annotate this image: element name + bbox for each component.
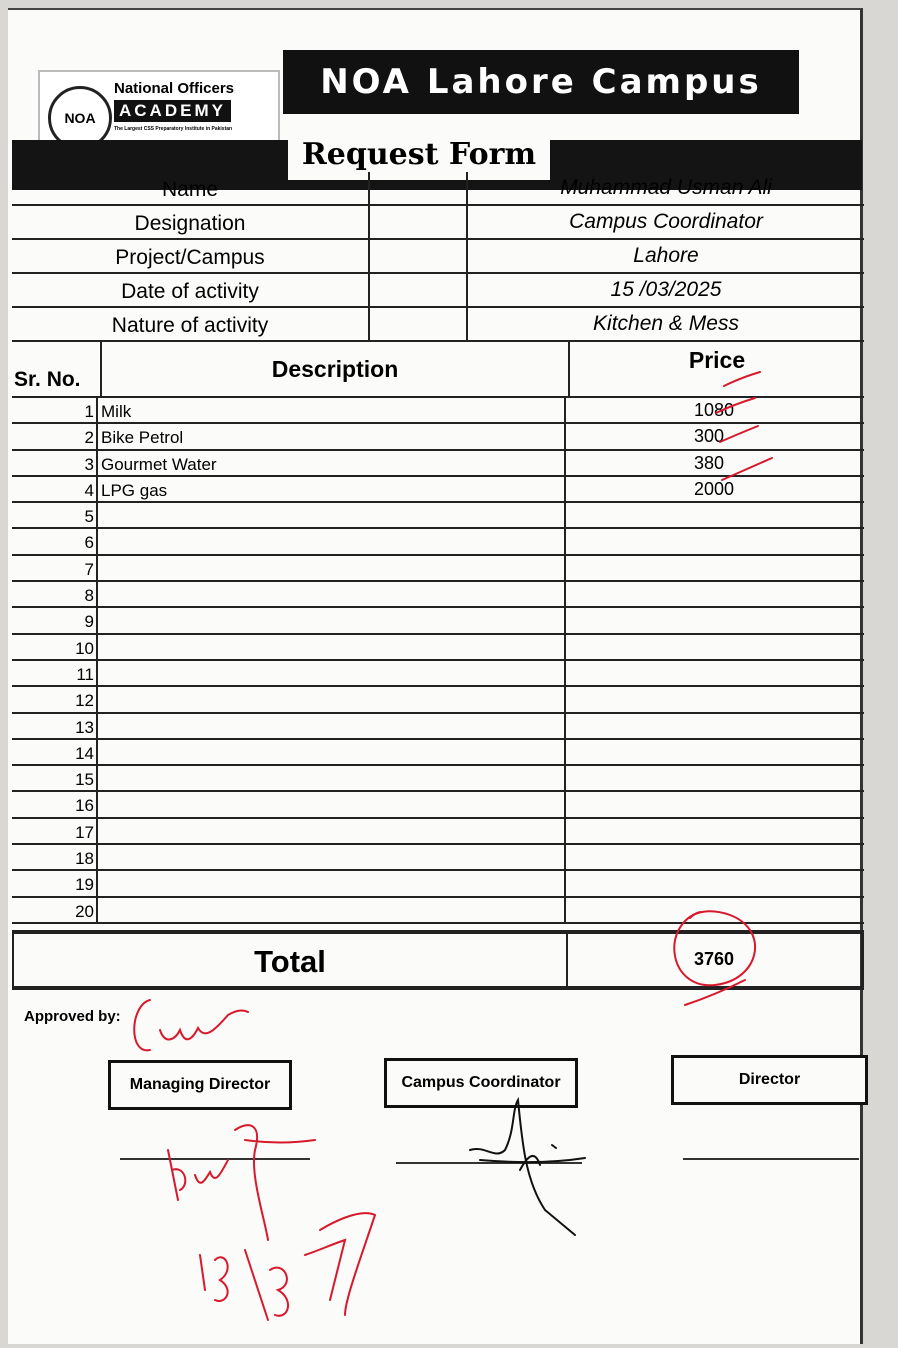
row-sr-no: 16 xyxy=(12,792,98,816)
row-sr-no: 1 xyxy=(12,398,98,422)
row-sr-no: 17 xyxy=(12,819,98,843)
form-title: Request Form xyxy=(288,128,550,180)
row-sr-no: 7 xyxy=(12,556,98,580)
row-price xyxy=(566,871,864,895)
row-description xyxy=(98,819,566,843)
header-price: Price xyxy=(688,347,746,373)
row-description: LPG gas xyxy=(98,477,566,501)
row-price: 1080 xyxy=(694,400,735,420)
row-description: Gourmet Water xyxy=(98,451,566,475)
info-value: Lahore xyxy=(633,244,699,267)
table-row xyxy=(12,424,864,450)
row-price xyxy=(566,898,864,922)
row-sr-no: 19 xyxy=(12,871,98,895)
info-label: Project/Campus xyxy=(115,246,265,269)
info-row-campus xyxy=(12,240,864,274)
row-description xyxy=(98,898,566,922)
row-sr-no: 6 xyxy=(12,529,98,553)
table-row xyxy=(12,529,864,555)
row-sr-no: 20 xyxy=(12,898,98,922)
row-description xyxy=(98,635,566,659)
row-sr-no: 14 xyxy=(12,740,98,764)
info-label: Date of activity xyxy=(121,280,259,303)
row-sr-no: 9 xyxy=(12,608,98,632)
director-box: Director xyxy=(671,1055,868,1105)
md-signature-line xyxy=(120,1158,310,1160)
logo-line-1: National Officers xyxy=(114,80,235,97)
academy-seal-icon: NOA xyxy=(48,86,112,150)
info-spacer xyxy=(368,206,468,238)
row-sr-no: 2 xyxy=(12,424,98,448)
row-description xyxy=(98,845,566,869)
info-row-date xyxy=(12,274,864,308)
item-rows xyxy=(12,398,864,924)
table-row xyxy=(12,687,864,713)
table-row xyxy=(12,661,864,687)
row-description xyxy=(98,766,566,790)
row-sr-no: 13 xyxy=(12,714,98,738)
table-row xyxy=(12,556,864,582)
table-row xyxy=(12,503,864,529)
table-row xyxy=(12,766,864,792)
row-sr-no: 4 xyxy=(12,477,98,501)
row-price xyxy=(566,635,864,659)
table-row xyxy=(12,714,864,740)
info-spacer xyxy=(368,172,468,204)
row-description xyxy=(98,661,566,685)
row-description xyxy=(98,792,566,816)
table-row xyxy=(12,477,864,503)
director-signature-line xyxy=(683,1158,859,1160)
approved-by-label: Approved by: xyxy=(24,1008,121,1025)
row-price: 380 xyxy=(694,452,725,473)
info-spacer xyxy=(368,308,468,340)
info-value: Kitchen & Mess xyxy=(593,312,739,335)
header-description: Description xyxy=(102,342,570,396)
row-sr-no: 18 xyxy=(12,845,98,869)
row-price xyxy=(566,608,864,632)
row-description xyxy=(98,871,566,895)
campus-title: NOA Lahore Campus xyxy=(283,50,799,114)
row-description xyxy=(98,740,566,764)
row-price: 300 xyxy=(694,426,725,447)
row-price xyxy=(566,661,864,685)
table-row xyxy=(12,608,864,634)
form-table xyxy=(12,172,864,990)
info-row-designation xyxy=(12,206,864,240)
row-description: Milk xyxy=(98,398,566,422)
info-spacer xyxy=(368,274,468,306)
row-price xyxy=(566,529,864,553)
row-price xyxy=(566,503,864,527)
row-price xyxy=(566,714,864,738)
row-price xyxy=(566,740,864,764)
table-row xyxy=(12,398,864,424)
table-row xyxy=(12,635,864,661)
row-price: 2000 xyxy=(694,478,735,499)
row-sr-no: 3 xyxy=(12,451,98,475)
info-label: Name xyxy=(161,178,219,201)
info-label: Nature of activity xyxy=(111,314,269,337)
table-row xyxy=(12,792,864,818)
row-sr-no: 11 xyxy=(12,661,98,685)
info-label: Designation xyxy=(134,212,246,235)
table-row xyxy=(12,582,864,608)
info-row-name xyxy=(12,172,864,206)
total-row xyxy=(12,930,864,990)
row-price xyxy=(566,845,864,869)
logo-tagline: The Largest CSS Preparatory Institute in Pakistan xyxy=(114,126,233,132)
table-row xyxy=(12,845,864,871)
table-row xyxy=(12,819,864,845)
logo-line-2: ACADEMY xyxy=(114,100,231,122)
total-value: 3760 xyxy=(694,948,735,969)
row-price xyxy=(566,582,864,606)
row-description xyxy=(98,529,566,553)
row-price xyxy=(566,556,864,580)
table-header xyxy=(12,342,864,398)
row-price xyxy=(566,766,864,790)
row-description xyxy=(98,608,566,632)
row-sr-no: 8 xyxy=(12,582,98,606)
cc-signature-line xyxy=(396,1162,582,1164)
row-price xyxy=(566,792,864,816)
campus-coordinator-box: Campus Coordinator xyxy=(384,1058,578,1108)
managing-director-box: Managing Director xyxy=(108,1060,292,1110)
table-row xyxy=(12,740,864,766)
row-description xyxy=(98,556,566,580)
table-row xyxy=(12,898,864,924)
row-description xyxy=(98,687,566,711)
row-description: Bike Petrol xyxy=(98,424,566,448)
row-price xyxy=(566,819,864,843)
row-sr-no: 15 xyxy=(12,766,98,790)
info-value: Campus Coordinator xyxy=(569,210,763,233)
row-description xyxy=(98,714,566,738)
row-sr-no: 12 xyxy=(12,687,98,711)
row-description xyxy=(98,503,566,527)
header-sr-no: Sr. No. xyxy=(12,342,102,396)
row-sr-no: 5 xyxy=(12,503,98,527)
table-row xyxy=(12,451,864,477)
table-row xyxy=(12,871,864,897)
info-spacer xyxy=(368,240,468,272)
info-value: Muhammad Usman Ali xyxy=(560,176,772,199)
row-price xyxy=(566,687,864,711)
info-value: 15 /03/2025 xyxy=(610,278,722,301)
total-label: Total xyxy=(14,934,568,986)
row-description xyxy=(98,582,566,606)
info-row-nature xyxy=(12,308,864,342)
row-sr-no: 10 xyxy=(12,635,98,659)
